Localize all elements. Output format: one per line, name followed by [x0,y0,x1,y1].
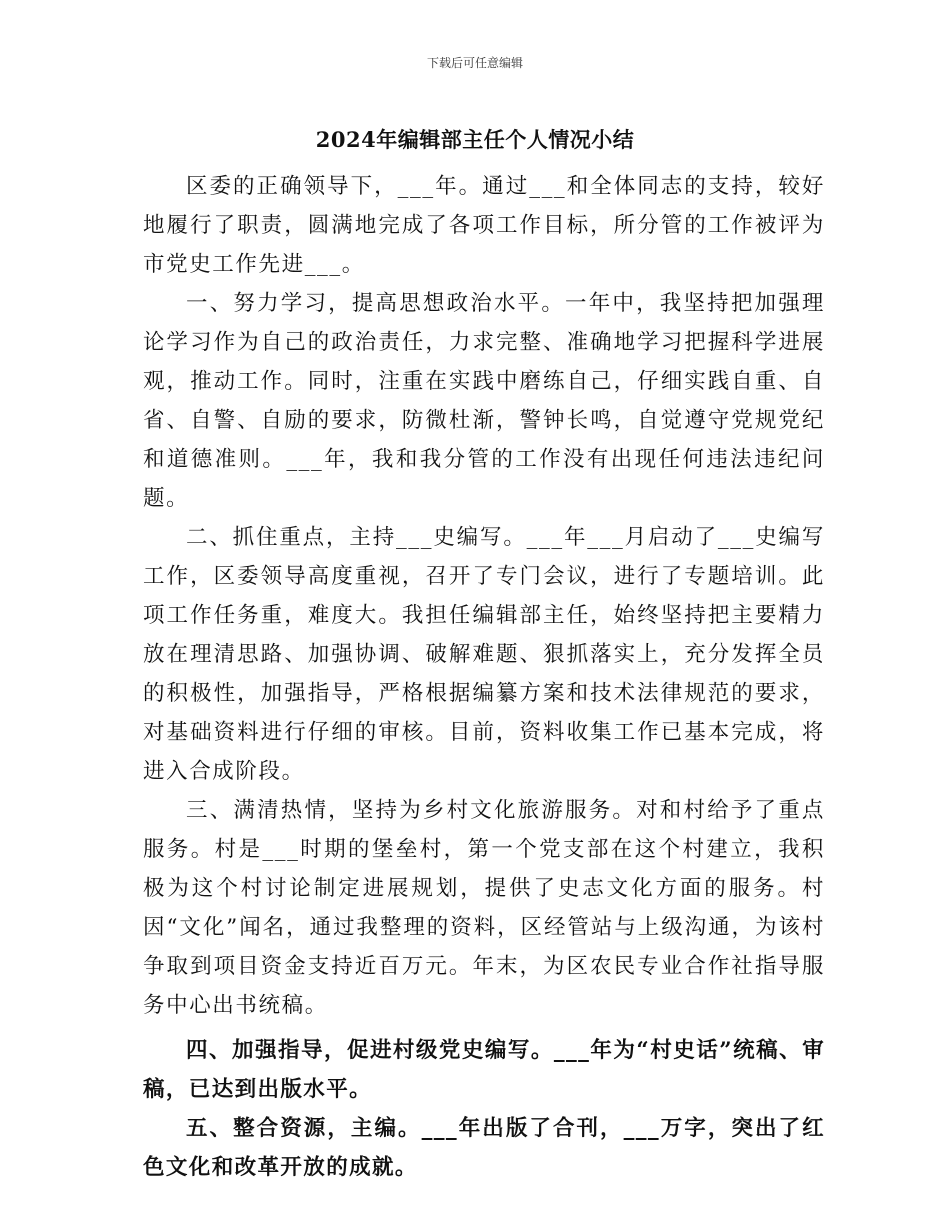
header-note: 下载后可任意编辑 [426,56,523,70]
paragraph-section-1: 一、努力学习，提高思想政治水平。一年中，我坚持把加强理论学习作为自己的政治责任，力求完整、准确地学习把握科学进展观，推动工作。同时，注重在实践中磨练自己，仔细实践自重、自省、自警、自励的要求，防微杜渐，警钟长鸣，自觉遵守党规党纪和道德准则。___年，我和我分管的工作没有出现任何违法违纪问题。 [143,291,825,511]
paragraph-section-5: 五、整合资源，主编。___年出版了合刊，___万字，突出了红色文化和改革开放的成就。 [143,1116,825,1180]
paragraph-section-3: 三、满清热情，坚持为乡村文化旅游服务。对和村给予了重点服务。村是___时期的堡垒村，第一个党支部在这个村建立，我积极为这个村讨论制定进展规划，提供了史志文化方面的服务。村因“文化”闻名，通过我整理的资料，区经管站与上级沟通，为该村争取到项目资金支持近百万元。年末，为区农民专业合作社指导服务中心出书统稿。 [143,798,825,1018]
paragraph-intro: 区委的正确领导下，___年。通过___和全体同志的支持，较好地履行了职责，圆满地完成了各项工作目标，所分管的工作被评为市党史工作先进___。 [143,174,825,277]
document-title: 2024年编辑部主任个人情况小结 [315,127,635,152]
paragraph-section-4: 四、加强指导，促进村级党史编写。___年为“村史话”统稿、审稿，已达到出版水平。 [143,1038,825,1102]
document-body [143,167,825,1187]
paragraph-section-2: 二、抓住重点，主持___史编写。___年___月启动了___史编写工作，区委领导高度重视，召开了专门会议，进行了专题培训。此项工作任务重，难度大。我担任编辑部主任，始终坚持把主要精力放在理清思路、加强协调、破解难题、狠抓落实上，充分发挥全员的积极性，加强指导，严格根据编纂方案和技术法律规范的要求，对基础资料进行仔细的审核。目前，资料收集工作已基本完成，将进入合成阶段。 [143,525,825,784]
